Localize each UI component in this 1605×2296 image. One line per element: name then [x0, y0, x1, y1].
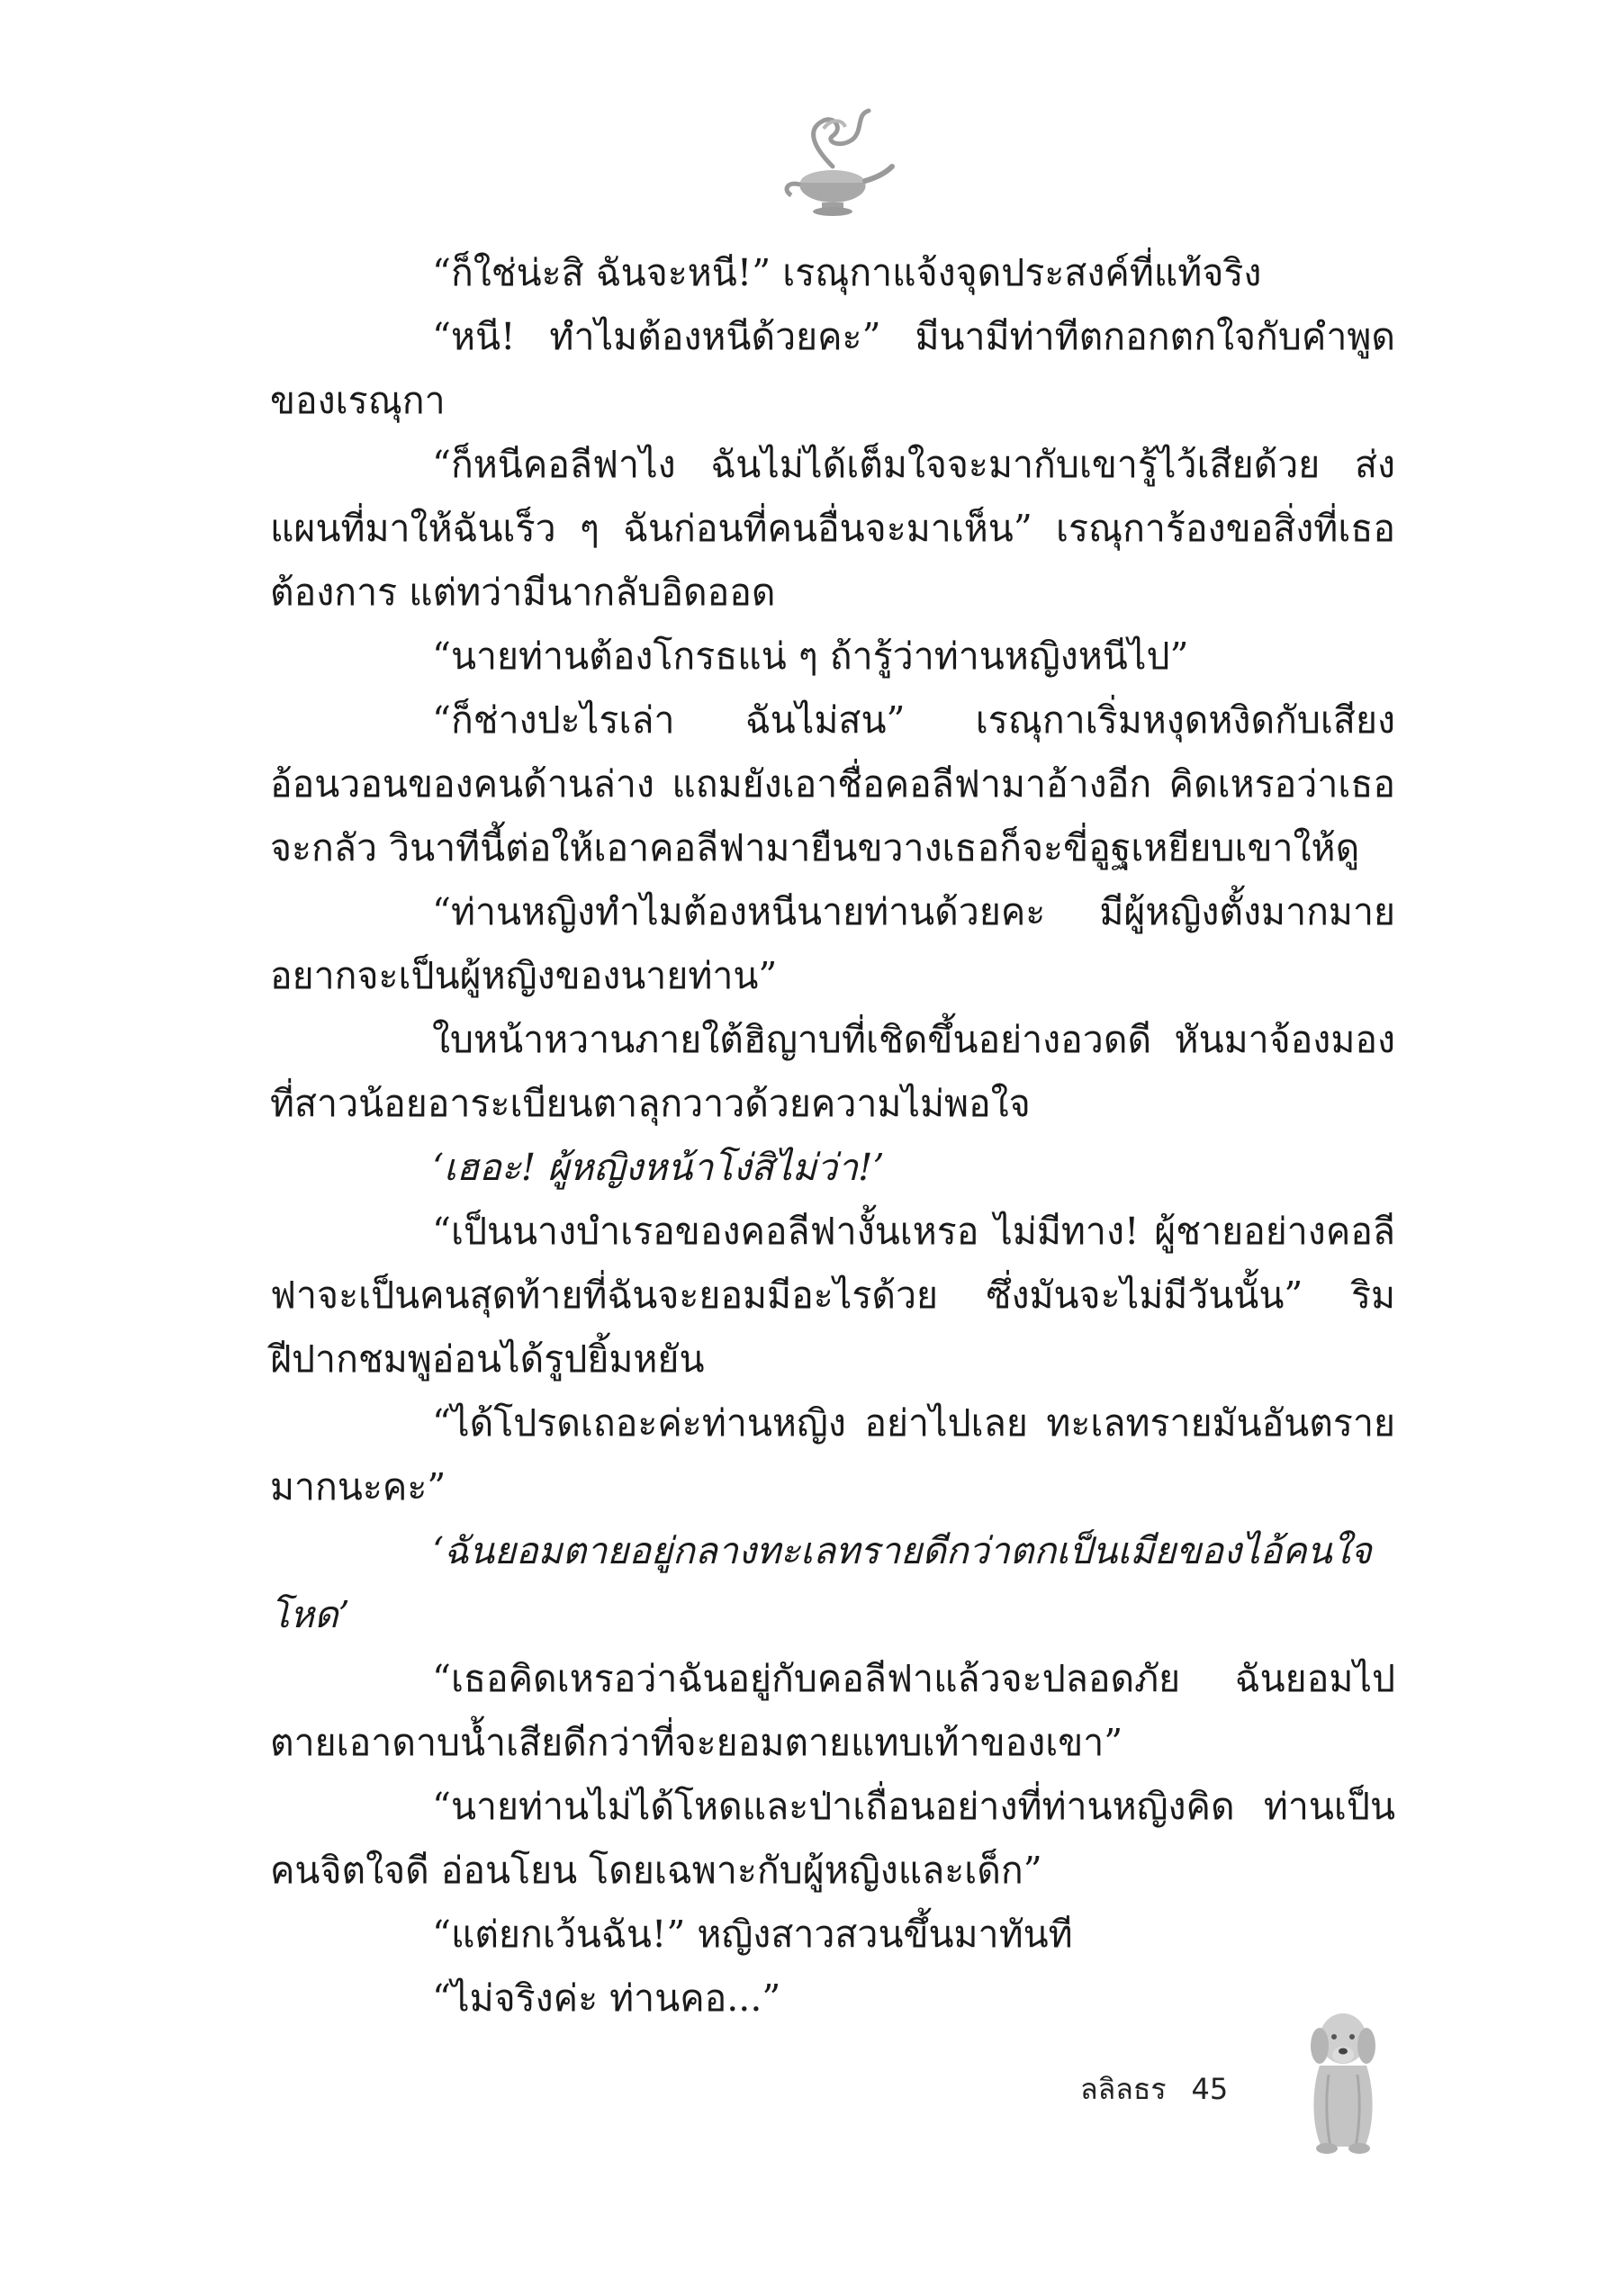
page-footer [1080, 2066, 1228, 2112]
paragraph: ใบหน้าหวานภายใต้ฮิญาบที่เชิดขึ้นอย่างอวดดี หันมาจ้องมองที่สาวน้อยอาระเบียนตาลุกวาวด้วยความไม่พอใจ [270, 1018, 1395, 1125]
body-text [270, 241, 1395, 2030]
italic-paragraph: ‘เฮอะ! ผู้หญิงหน้าโง่สิไม่ว่า!’ [432, 1146, 885, 1189]
paragraph: “ไม่จริงค่ะ ท่านคอ...” [432, 1976, 781, 2020]
paragraph: “หนี! ทำไมต้องหนีด้วยคะ” มีนามีท่าทีตกอกตกใจกับคำพูดของเรณุกา [270, 315, 1395, 422]
dog-illustration [1289, 2003, 1397, 2156]
paragraph: “นายท่านไม่ได้โหดและป่าเถื่อนอย่างที่ท่านหญิงคิด ท่านเป็นคนจิตใจดี อ่อนโยน โดยเฉพาะกับผู้หญิงและเด็ก” [270, 1785, 1395, 1892]
magic-lamp-icon [770, 104, 896, 221]
page-number: 45 [1191, 2072, 1229, 2106]
paragraph: “ได้โปรดเถอะค่ะท่านหญิง อย่าไปเลย ทะเลทรายมันอันตรายมากนะคะ” [270, 1401, 1395, 1508]
paragraph: “นายท่านต้องโกรธแน่ ๆ ถ้ารู้ว่าท่านหญิงหนีไป” [432, 635, 1189, 678]
italic-paragraph: ‘ฉันยอมตายอยู่กลางทะเลทรายดีกว่าตกเป็นเมียของไอ้คนใจโหด’ [270, 1529, 1372, 1636]
paragraph: “เธอคิดเหรอว่าฉันอยู่กับคอลีฟาแล้วจะปลอดภัย ฉันยอมไปตายเอาดาบน้ำเสียดีกว่าที่จะยอมตายแทบเท้าของเขา” [270, 1657, 1395, 1764]
paragraph: “ก็ใช่น่ะสิ ฉันจะหนี!” เรณุกาแจ้งจุดประสงค์ที่แท้จริง [432, 251, 1262, 294]
paragraph: “ก็หนีคอลีฟาไง ฉันไม่ได้เต็มใจจะมากับเขารู้ไว้เสียด้วย ส่งแผนที่มาให้ฉันเร็ว ๆ ฉันก่อนที่คนอื่นจะมาเห็น” เรณุการ้องขอสิ่งที่เธอต้องการ แต่ทว่ามีนากลับอิดออด [270, 443, 1395, 614]
paragraph: “ท่านหญิงทำไมต้องหนีนายท่านด้วยคะ มีผู้หญิงตั้งมากมายอยากจะเป็นผู้หญิงของนายท่าน” [270, 890, 1395, 997]
paragraph: “แต่ยกเว้นฉัน!” หญิงสาวสวนขึ้นมาทันที [432, 1913, 1073, 1956]
author-name: ลลิลธร [1080, 2072, 1167, 2106]
paragraph: “ก็ช่างปะไรเล่า ฉันไม่สน” เรณุกาเริ่มหงุดหงิดกับเสียงอ้อนวอนของคนด้านล่าง แถมยังเอาชื่อคอลีฟามาอ้างอีก คิดเหรอว่าเธอจะกลัว วินาทีนี้ต่อให้เอาคอลีฟามายืนขวางเธอก็จะขี่อูฐเหยียบเขาให้ดู [270, 698, 1395, 869]
paragraph: “เป็นนางบำเรอของคอลีฟางั้นเหรอ ไม่มีทาง! ผู้ชายอย่างคอลีฟาจะเป็นคนสุดท้ายที่ฉันจะยอมมีอะไรด้วย ซึ่งมันจะไม่มีวันนั้น” ริมฝีปากชมพูอ่อนได้รูปยิ้มหยัน [270, 1210, 1395, 1381]
